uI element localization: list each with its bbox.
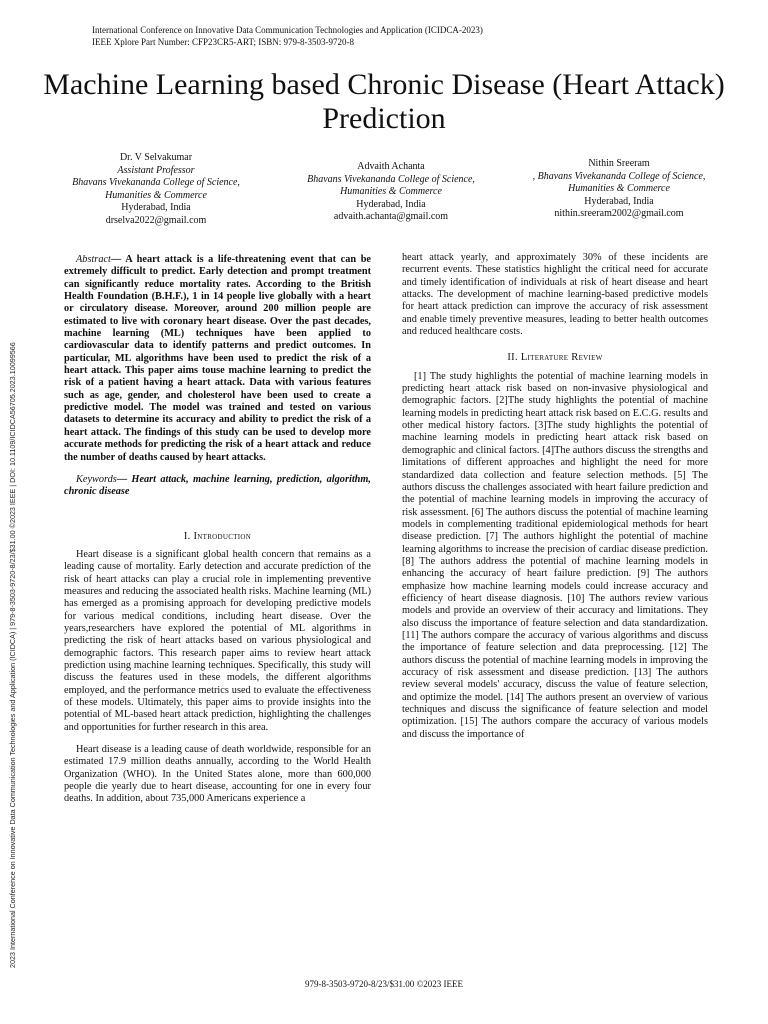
section-heading-introduction: I. Introduction: [183, 530, 252, 542]
intro-paragraph-1: Heart disease is a significant global health concern that remains as a leading cause of mortality. Early detection and accurate prediction of the risk of heart attacks can play a crucial role in implementing preventive measures and reducing the associated health risks. Machine learning (ML) has emerged as a promising approach for developing predictive models for various medical conditions, including heart disease. Over the years,researchers have explored the potential of ML algorithms in predicting the risk of heart attacks based on various physiological and demographic factors. This research paper aims to review heart attack prediction using machine learning techniques. Specifically, this study will discuss the features used in these models, the different algorithms employed, and the performance metrics used to evaluate the effectiveness of these models. Ultimately, this paper aims to provide insights into the potential of ML-based heart attack prediction, highlighting the challenges and opportunities for further research in this area.: [64, 548, 371, 733]
author-affiliation: Bhavans Vivekananda College of Science, Humanities & Commerce: [307, 173, 475, 197]
abstract: [64, 254, 371, 464]
author-location: Hyderabad, India: [356, 198, 426, 210]
author-block-1: [70, 152, 242, 227]
author-name: Dr. V Selvakumar: [119, 152, 193, 163]
section-heading-literature-review: II. Literature Review: [507, 352, 603, 364]
author-location: Hyderabad, India: [121, 202, 191, 213]
keywords-label: Keywords: [76, 473, 117, 485]
author-email: advaith.achanta@gmail.com: [333, 211, 449, 222]
doi-sidebar: 2023 International Conference on Innovative Data Communication Technologies and Application (ICIDCA) | 979-8-3503-9720-8/23/$31.00 ©2023 IEEE | DOI: 10.1109/ICIDCA56705.2023.10099566: [8, 342, 17, 968]
author-name: Nithin Sreeram: [588, 158, 650, 169]
paper-title: Machine Learning based Chronic Disease (Heart Attack) Prediction: [43, 68, 725, 135]
author-name: Advaith Achanta: [357, 161, 425, 172]
intro-paragraph-2-continued: heart attack yearly, and approximately 30% of these incidents are recurrent events. These statistics highlight the critical need for accurate and timely identification of individuals at risk of heart disease and heart attacks. The development of machine learning-based predictive models for heart attack prediction can improve the accuracy of risk assessment and enable timely preventive measures, leading to better health outcomes and reduced healthcare costs.: [402, 252, 708, 338]
author-email: nithin.sreeram2002@gmail.com: [554, 208, 684, 219]
author-affiliation: Bhavans Vivekananda College of Science, Humanities & Commerce: [72, 177, 240, 201]
literature-paragraph: [1] The study highlights the potential of machine learning models in predicting heart attack risk based on non-invasive physiological and demographic factors. [2]The study highlights the potential of machine learning models in predicting heart attack risk based on E.C.G. results and other medical history factors. [3]The study highlights the potential of machine learning models in predicting heart attack risk based on demographic and clinical factors. [4]The authors discuss the strengths and limitations of different approaches and highlight the need for more standardized data collection and feature selection methods. [5] The authors discuss the challenges associated with heart failure prediction and the potential of machine learning models in improving the accuracy of risk assessment. [6] The authors discuss the potential of machine learning models in complementing traditional epidemiological methods for heart disease prediction. [7] The authors highlight the potential of machine learning algorithms to increase the precision of cardiac disease prediction. [8] The authors address the potential of machine learning models in enhancing the accuracy of heart failure prediction. [9] The authors emphasize how machine learning models could increase accuracy and efficiency of heart disease diagnosis. [10] The authors review various models and provide an overview of their accuracy and limitations. They also discuss the importance of feature selection and data standardization. [11] The authors compare the accuracy of various algorithms and discuss the importance of feature selection and data preprocessing. [12] The authors discuss the potential of machine learning models in improving the accuracy of risk assessment and disease prediction. [13] The authors review several models' accuracy, discuss the value of feature selection, and optimize the model. [14] The authors present an overview of various techniques and discuss the significance of feature selection and model optimization. [15] The authors compare the accuracy of various models and discuss the importance of: [402, 370, 708, 740]
left-column: [64, 254, 371, 806]
intro-paragraph-2: Heart disease is a leading cause of death worldwide, responsible for an estimated 17.9 million deaths annually, according to the World Health Organization (WHO). In the United States alone, more than 600,000 people die yearly due to heart disease, accounting for one in every four deaths. In addition, about 735,000 Americans experience a: [64, 744, 371, 805]
keywords: [64, 474, 371, 499]
author-role: Assistant Professor: [117, 164, 195, 176]
right-column: [402, 252, 708, 741]
author-block-3: [531, 158, 707, 221]
header-line-2: IEEE Xplore Part Number: CFP23CR5-ART; ISBN: 979-8-3503-9720-8: [92, 37, 354, 47]
abstract-label: Abstract: [76, 254, 111, 265]
header-line-1: International Conference on Innovative Data Communication Technologies and Application (ICIDCA-2023): [92, 25, 483, 35]
author-email: drselva2022@gmail.com: [105, 214, 207, 226]
author-block-2: [305, 161, 477, 224]
page-footer: 979-8-3503-9720-8/23/$31.00 ©2023 IEEE: [304, 979, 464, 989]
author-location: Hyderabad, India: [584, 195, 654, 207]
conference-header: [92, 24, 483, 48]
author-affiliation: , Bhavans Vivekananda College of Science, Humanities & Commerce: [532, 170, 706, 194]
keywords-text: — Heart attack, machine learning, prediction, algorithm, chronic disease: [64, 473, 371, 498]
abstract-text: — A heart attack is a life-threatening event that can be extremely difficult to predict. Early detection and prompt treatment can significantly reduce mortality rates. According to the British Health Foundation (B.H.F.), 1 in 14 people live globally with a heart or circulatory disease. Moreover, around 200 million people are estimated to live with coronary heart disease. Over the past decades, machine learning (ML) techniques have been applied to cardiovascular data to identify patterns and predict outcomes. In particular, ML algorithms have been used to predict the risk of a heart attack. This paper aims touse machine learning to predict the risk of a patient having a heart attack. Data with various features such as age, gender, and cholesterol have been used to create a predictive model. The model was trained and tested on various datasets to determine its accuracy and ability to predict the risk of a heart attack. The findings of this study can be used to develop more accurate methods for predicting the risk of a heart attack and reduce the number of deaths caused by heart attacks.: [64, 254, 371, 463]
